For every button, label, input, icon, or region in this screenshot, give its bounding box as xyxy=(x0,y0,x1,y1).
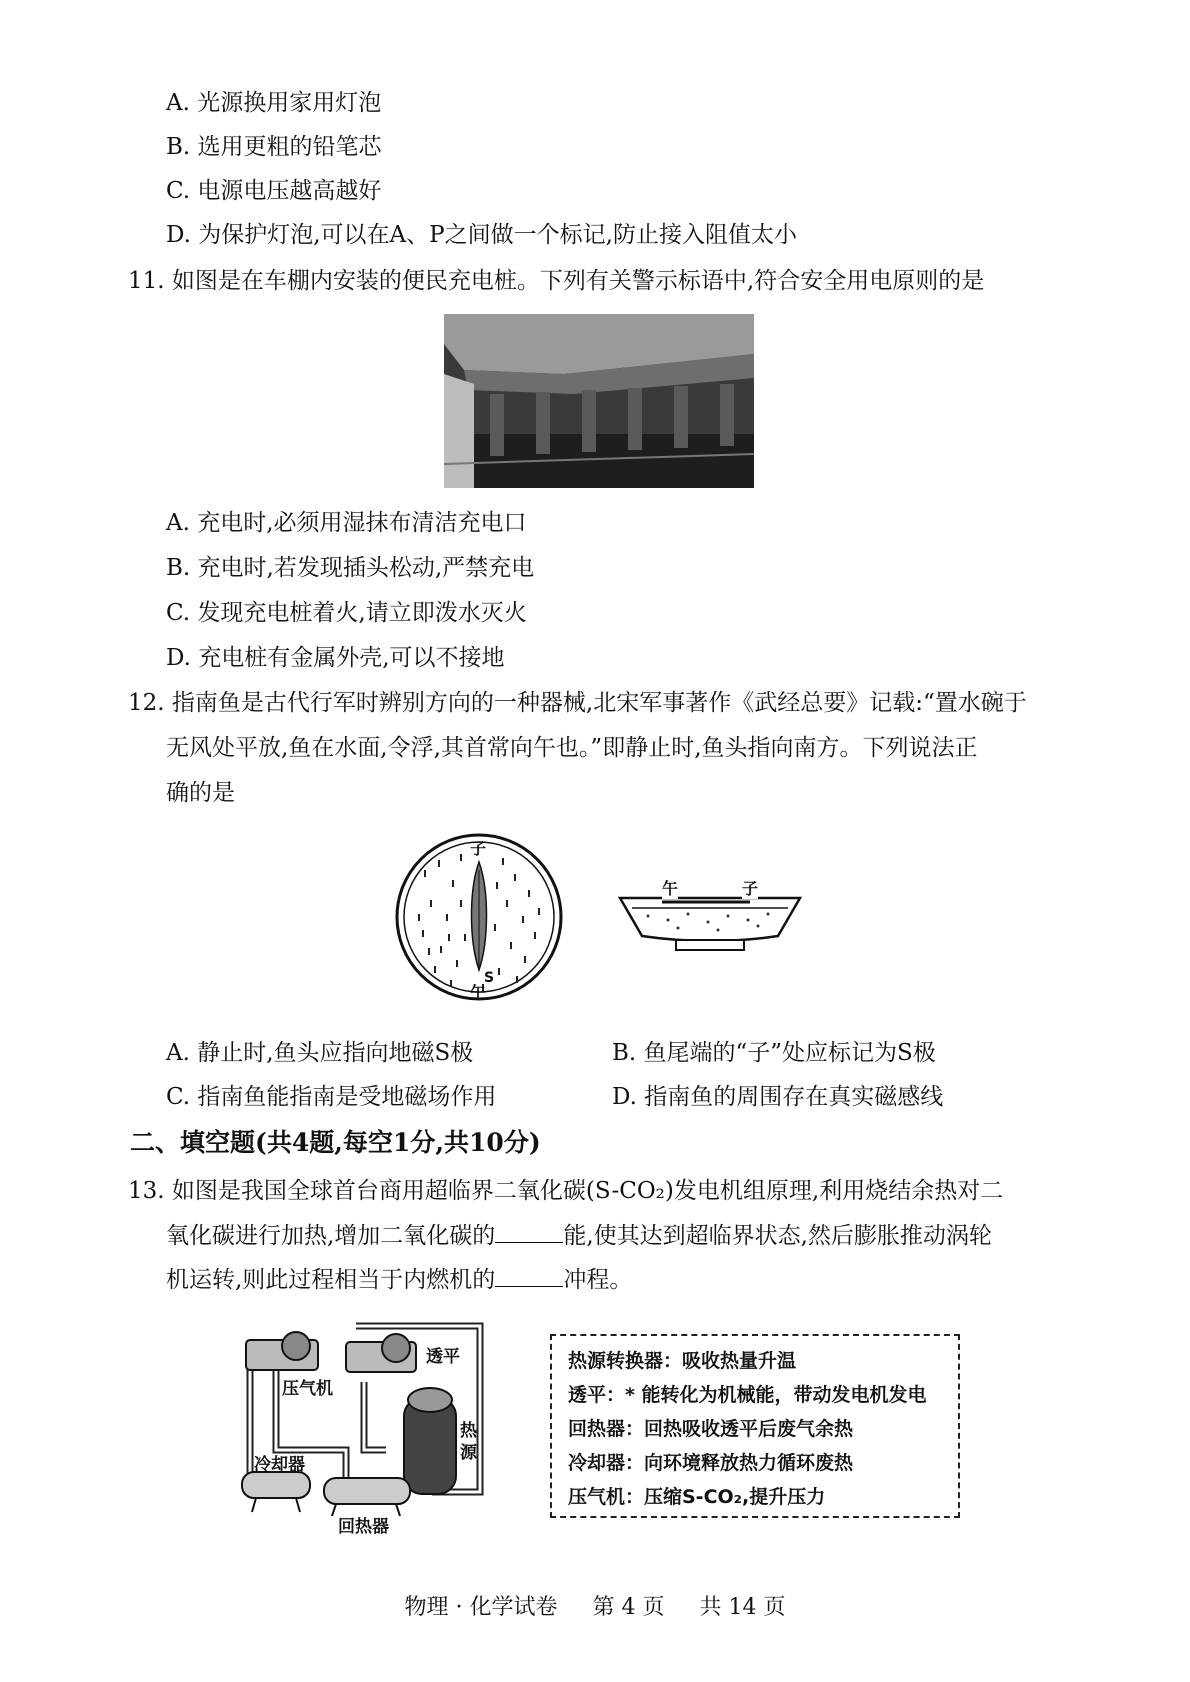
q13-line2-part1: 氧化碳进行加热,增加二氧化碳的 xyxy=(166,1223,496,1249)
legend-compressor: 压气机：压缩S-CO₂,提升压力 xyxy=(568,1486,826,1508)
south-pointing-fish-figure xyxy=(394,830,564,1004)
fish-top-label: 子 xyxy=(470,839,487,858)
q12-stem-line2: 无风处平放,鱼在水面,令浮,其首常向午也。”即静止时,鱼头指向南方。下列说法正 xyxy=(166,735,978,761)
legend-heat-source: 热源转换器：吸收热量升温 xyxy=(568,1350,797,1372)
charging-shed-photo xyxy=(444,314,754,488)
sco2-cycle-diagram xyxy=(236,1312,496,1537)
bowl-left-label: 午 xyxy=(662,876,678,899)
fish-bottom-label: 午 xyxy=(470,983,487,1002)
fish-s-label: S xyxy=(484,970,495,986)
q10-option-b: B. 选用更粗的铅笔芯 xyxy=(166,134,382,160)
bowl-right-label: 子 xyxy=(742,876,758,899)
q12-stem-line1: 12. 指南鱼是古代行军时辨别方向的一种器械,北宋军事著作《武经总要》记载:“置水碗于 xyxy=(128,690,1027,716)
footer-page: 第 4 页 xyxy=(592,1595,665,1620)
footer-total: 共 14 页 xyxy=(699,1595,786,1620)
legend-turbine: 透平：* 能转化为机械能，带动发电机发电 xyxy=(568,1384,927,1406)
regenerator-label: 回热器 xyxy=(338,1517,389,1537)
section-fill-in-title: 二、填空题(共4题,每空1分,共10分) xyxy=(130,1128,541,1157)
q11-option-c: C. 发现充电桩着火,请立即泼水灭火 xyxy=(166,600,527,626)
q10-option-c: C. 电源电压越高越好 xyxy=(166,178,382,204)
q12-stem-line3: 确的是 xyxy=(166,780,235,806)
q13-line1: 13. 如图是我国全球首台商用超临界二氧化碳(S-CO₂)发电机组原理,利用烧结余热对二 xyxy=(128,1178,1004,1204)
q11-stem: 11. 如图是在车棚内安装的便民充电桩。下列有关警示标语中,符合安全用电原则的是 xyxy=(128,268,985,294)
q12-option-d: D. 指南鱼的周围存在真实磁感线 xyxy=(612,1084,944,1110)
q13-blank-1[interactable] xyxy=(495,1220,563,1243)
q13-line2 xyxy=(166,1220,992,1251)
water-bowl-figure xyxy=(618,880,802,960)
q12-option-c: C. 指南鱼能指南是受地磁场作用 xyxy=(166,1084,497,1110)
q11-option-d: D. 充电桩有金属外壳,可以不接地 xyxy=(166,645,505,671)
legend-regenerator: 回热器：回热吸收透平后废气余热 xyxy=(568,1418,854,1440)
footer-subject: 物理 · 化学试卷 xyxy=(404,1595,558,1620)
cooler-label: 冷却器 xyxy=(254,1455,305,1475)
q12-option-b: B. 鱼尾端的“子”处应标记为S极 xyxy=(612,1040,936,1066)
q11-option-b: B. 充电时,若发现插头松动,严禁充电 xyxy=(166,555,535,581)
q13-line2-part2: 能,使其达到超临界状态,然后膨胀推动涡轮 xyxy=(563,1223,992,1249)
q10-option-d: D. 为保护灯泡,可以在A、P之间做一个标记,防止接入阻值太小 xyxy=(166,222,797,248)
component-legend-box xyxy=(550,1334,960,1518)
compressor-label: 压气机 xyxy=(282,1379,333,1399)
heat-source-label: 热源 xyxy=(460,1421,477,1463)
turbine-label: 透平 xyxy=(426,1347,460,1367)
q11-option-a: A. 充电时,必须用湿抹布清洁充电口 xyxy=(166,510,527,536)
q12-option-a: A. 静止时,鱼头应指向地磁S极 xyxy=(166,1040,474,1066)
q13-line3-part1: 机运转,则此过程相当于内燃机的 xyxy=(166,1267,496,1293)
q13-line3 xyxy=(166,1264,632,1295)
page-footer xyxy=(0,1590,1190,1621)
legend-cooler: 冷却器：向环境释放热力循环废热 xyxy=(568,1452,854,1474)
q13-line3-part2: 冲程。 xyxy=(563,1267,633,1293)
q13-blank-2[interactable] xyxy=(495,1264,563,1287)
q10-option-a: A. 光源换用家用灯泡 xyxy=(166,90,382,116)
